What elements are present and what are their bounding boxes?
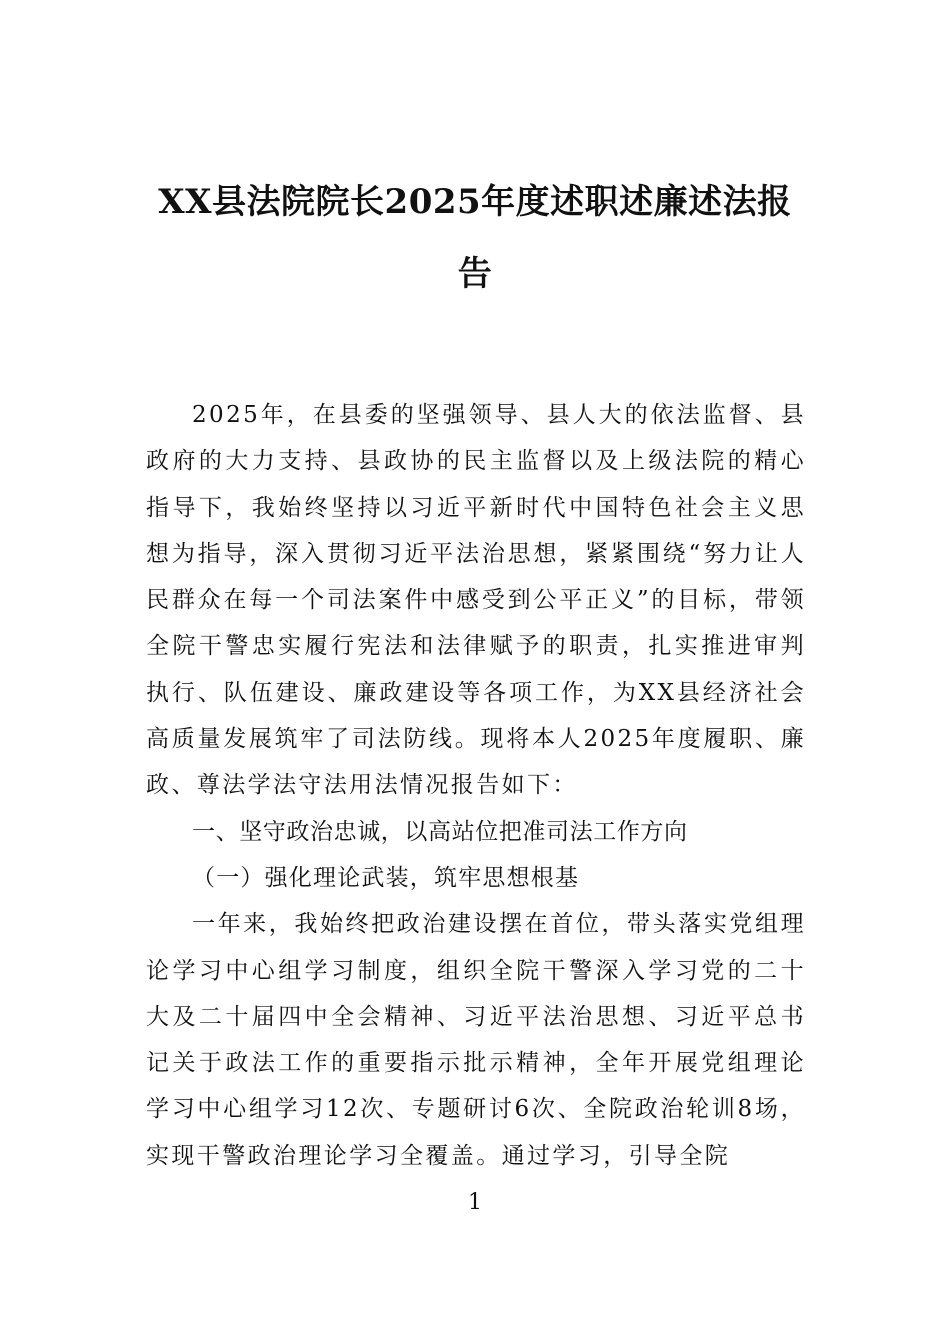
section-heading-1: 一、坚守政治忠诚，以高站位把准司法工作方向 xyxy=(192,818,688,845)
body-paragraph: 一年来，我始终把政治建设摆在首位，带头落实党组理论学习中心组学习制度，组织全院干警深入学习党的二十大及二十届四中全会精神、习近平法治思想、习近平总书记关于政法工作的重要指示批示精神，全年开展党组理论学习中心组学习12次、专题研讨6次、全院政治轮训8场，实现干警政治理论学习全覆盖。通过学习，引导全院 xyxy=(146,911,806,1169)
title-line-1: XX县法院院长2025年度述职述廉述法报 xyxy=(158,182,792,222)
page-number: 1 xyxy=(468,1190,482,1215)
intro-paragraph: 2025年，在县委的坚强领导、县人大的依法监督、县政府的大力支持、县政协的民主监督以及上级法院的精心指导下，我始终坚持以习近平新时代中国特色社会主义思想为指导，深入贯彻习近平法治思想，紧紧围绕“努力让人民群众在每一个司法案件中感受到公平正义”的目标，带领全院干警忠实履行宪法和法律赋予的职责，扎实推进审判执行、队伍建设、廉政建设等各项工作，为XX县经济社会高质量发展筑牢了司法防线。现将本人2025年度履职、廉政、尊法学法守法用法情况报告如下： xyxy=(146,402,806,799)
subsection-heading-1: （一）强化理论武装，筑牢思想根基 xyxy=(192,864,580,891)
document-body xyxy=(146,392,806,1179)
document-title xyxy=(140,166,810,310)
title-line-2: 告 xyxy=(457,254,493,294)
